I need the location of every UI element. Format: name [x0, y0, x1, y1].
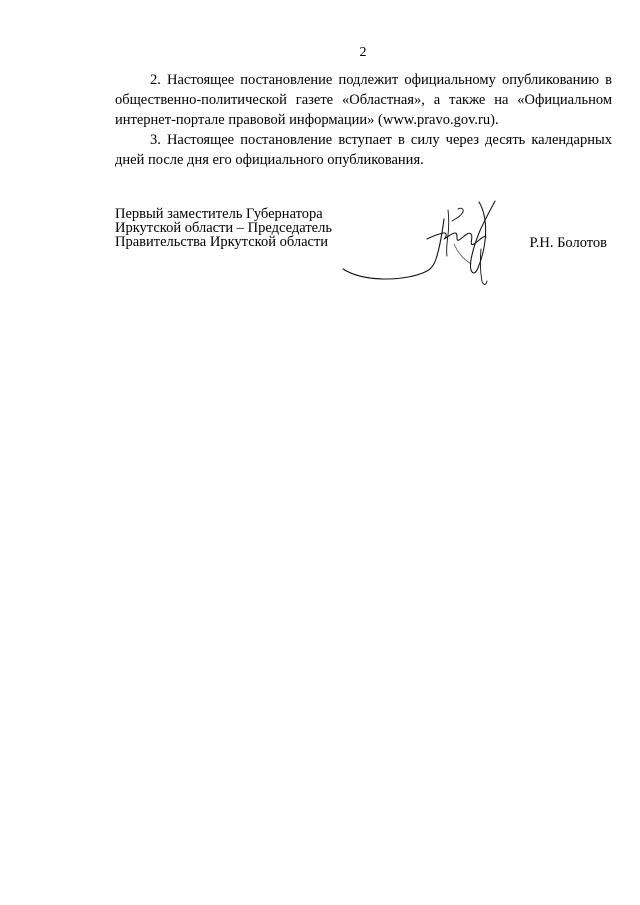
paragraph-effective-date: 3. Настоящее постановление вступает в силу через десять календарных дней после дня его официального опубликования.	[115, 132, 612, 168]
signature-block	[115, 207, 612, 297]
signer-title-line: Правительства Иркутской области	[115, 234, 329, 250]
page-number: 2	[359, 45, 367, 60]
signer-name: Р.Н. Болотов	[529, 235, 607, 251]
handwritten-signature	[335, 199, 505, 294]
paragraph-publication: 2. Настоящее постановление подлежит официальному опубликованию в общественно-политической газете «Областная», а также на «Официальном интернет-портале правовой информации» (www.pravo.gov.ru).	[115, 72, 612, 128]
signer-title-line: Иркутской области – Председатель	[115, 220, 332, 236]
document-body	[115, 70, 612, 170]
signer-title-line: Первый заместитель Губернатора	[115, 206, 323, 222]
